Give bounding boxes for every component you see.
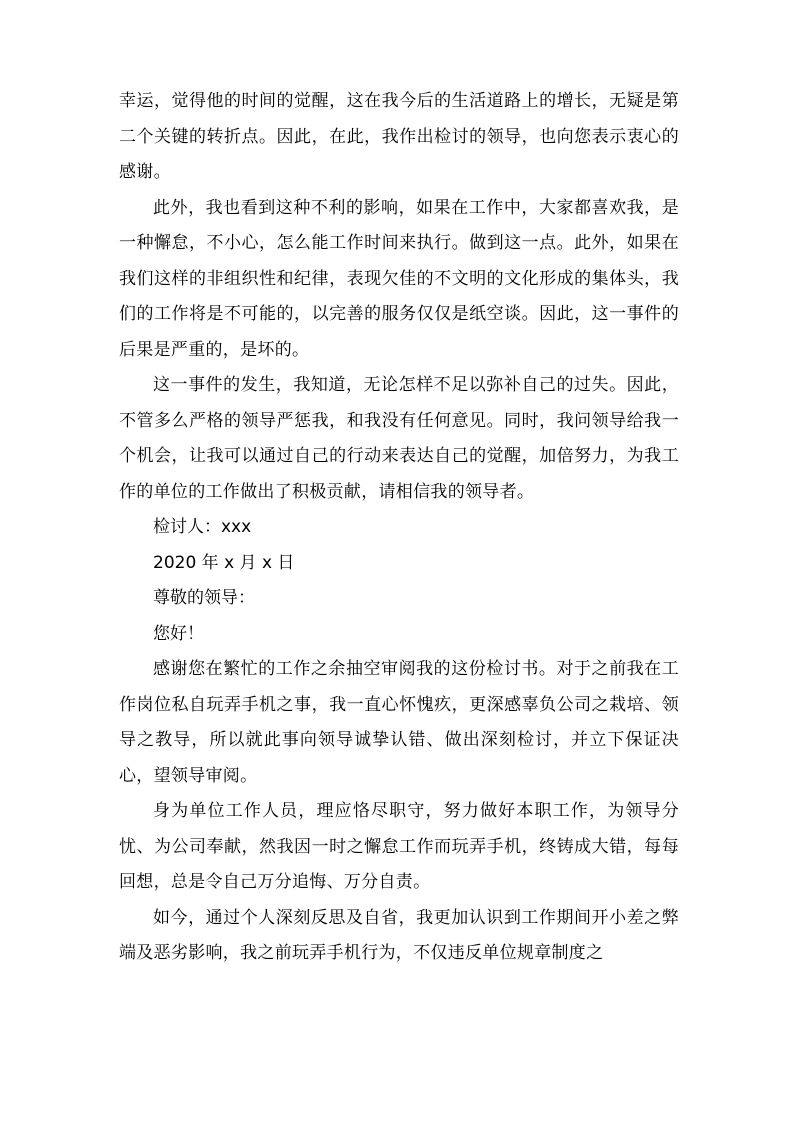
greeting-line: 您好！ <box>153 623 204 644</box>
date-line: 2020 年 x 月 x 日 <box>153 552 295 573</box>
paragraph-commitment: 这一事件的发生，我知道，无论怎样不足以弥补自己的过失。因此，不管多么严格的领导严惩我，和我没有任何意见。同时，我问领导给我一个机会，让我可以通过自己的行动来表达自己的觉醒，加倍努力，为我工作的单位的工作做出了积极贡献，请相信我的领导者。 <box>119 375 679 502</box>
paragraph-reflection: 如今，通过个人深刻反思及自省，我更加认识到工作期间开小差之弊端及恶劣影响，我之前玩弄手机行为，不仅违反单位规章制度之 <box>119 907 679 963</box>
signature-line: 检讨人：xxx <box>153 517 252 537</box>
document-body <box>119 84 679 972</box>
paragraph-duty: 身为单位工作人员，理应恪尽职守，努力做好本职工作，为领导分忧、为公司奉献，然我因一时之懈怠工作而玩弄手机，终铸成大错，每每回想，总是令自己万分追悔、万分自责。 <box>119 801 679 892</box>
salutation-line: 尊敬的领导： <box>153 588 255 608</box>
paragraph-consequences: 此外，我也看到这种不利的影响，如果在工作中，大家都喜欢我，是一种懈怠，不小心，怎么能工作时间来执行。做到这一点。此外，如果在我们这样的非组织性和纪律，表现欠佳的不文明的文化形成的集体头，我们的工作将是不可能的，以完善的服务仅仅是纸空谈。因此，这一事件的后果是严重的，是坏的。 <box>119 197 679 360</box>
paragraph-thanks: 感谢您在繁忙的工作之余抽空审阅我的这份检讨书。对于之前我在工作岗位私自玩弄手机之事，我一直心怀愧疚，更深感辜负公司之栽培、领导之教导，所以就此事向领导诚挚认错、做出深刻检讨，并立下保证决心，望领导审阅。 <box>119 659 679 786</box>
paragraph-continuation: 幸运，觉得他的时间的觉醒，这在我今后的生活道路上的增长，无疑是第二个关键的转折点。因此，在此，我作出检讨的领导，也向您表示衷心的感谢。 <box>119 91 679 182</box>
